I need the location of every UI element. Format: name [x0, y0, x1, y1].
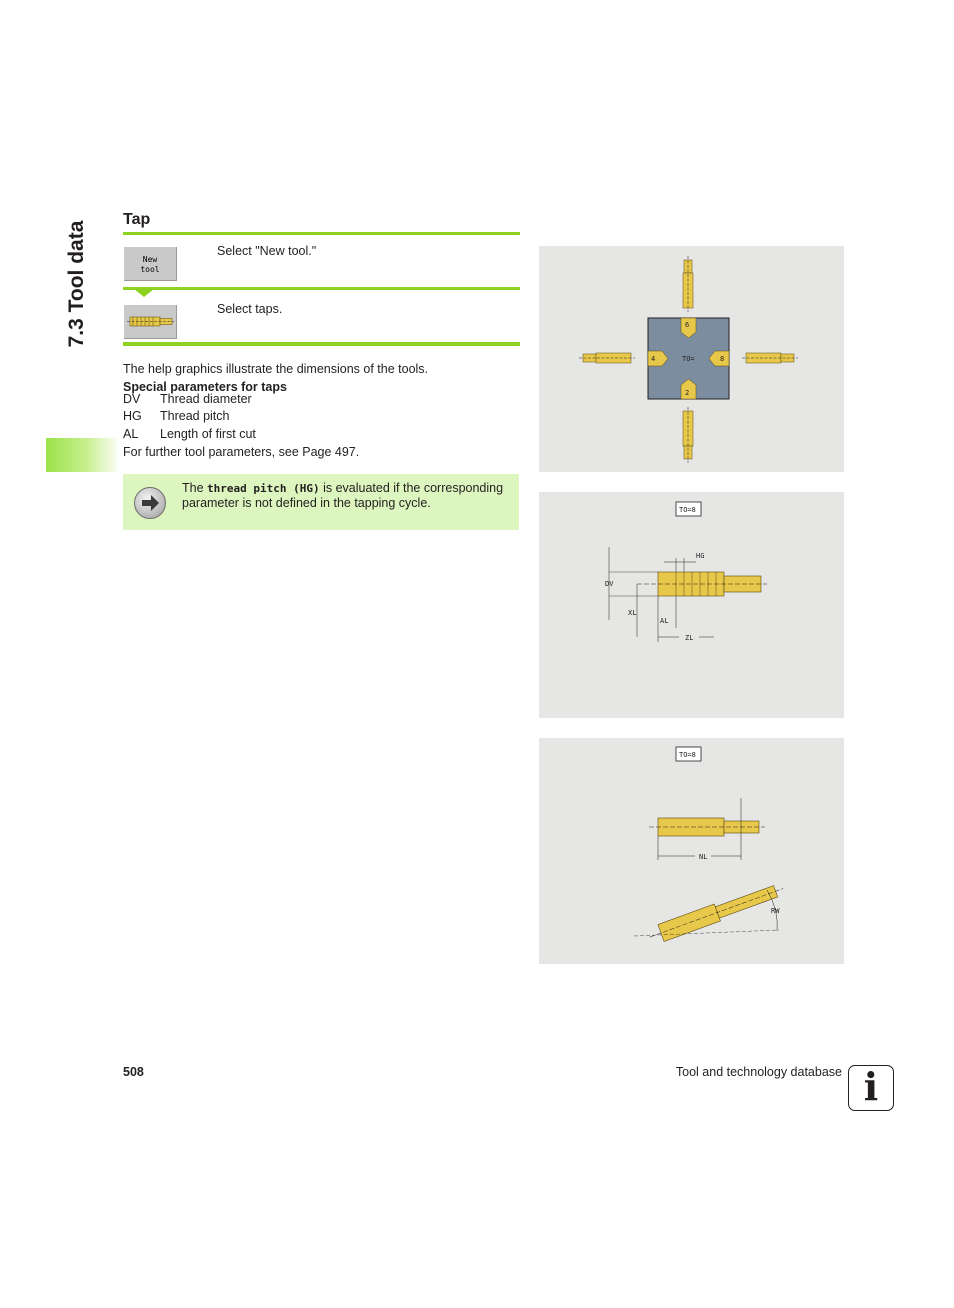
figure-tool-orientation — [539, 246, 844, 472]
orientation-center-label: TO= — [682, 355, 695, 363]
figure3-tag: TO=8 — [679, 751, 696, 759]
orientation-bottom-label: 2 — [685, 389, 690, 397]
section-title: Tap — [123, 211, 151, 228]
tap-length-angle-diagram — [539, 738, 844, 964]
note-prefix: The — [182, 481, 208, 495]
param-code: DV — [123, 392, 141, 406]
note-code: thread pitch (HG) — [207, 482, 320, 495]
param-code: HG — [123, 409, 142, 423]
figure-tap-dimensions — [539, 492, 844, 718]
dim-hg-label: HG — [696, 552, 705, 560]
param-desc: Thread pitch — [160, 409, 230, 423]
tap-top — [683, 256, 693, 312]
chapter-side-title — [60, 214, 94, 354]
chapter-footer-title: Tool and technology database — [675, 1065, 842, 1079]
new-tool-softkey-label — [124, 255, 176, 275]
note-text — [182, 481, 512, 510]
step-chevron-icon — [134, 289, 154, 297]
tap-tool-softkey[interactable] — [124, 305, 177, 339]
arrow-right-icon — [134, 487, 166, 519]
section-divider-top — [123, 232, 520, 235]
page-number: 508 — [123, 1065, 144, 1079]
param-row-dv — [123, 392, 252, 406]
softkey-label-text: New tool — [140, 255, 160, 274]
dim-dv-label: DV — [605, 580, 614, 588]
special-params-heading: Special parameters for taps — [123, 380, 287, 394]
section-divider-bottom — [123, 342, 520, 346]
dim-xl-label: XL — [628, 609, 637, 617]
param-code: AL — [123, 427, 139, 441]
tap-right — [742, 353, 798, 363]
orientation-right-label: 8 — [720, 355, 725, 363]
dim-zl-label: ZL — [685, 634, 694, 642]
tap-dimension-diagram — [539, 492, 844, 718]
param-desc: Thread diameter — [160, 392, 252, 406]
info-icon: i — [848, 1065, 894, 1111]
note-box — [123, 474, 519, 530]
further-params-text: For further tool parameters, see Page 497. — [123, 445, 360, 459]
step-divider — [123, 287, 520, 290]
note-suffix: is evaluated if the corresponding parameter is not defined in the tapping cycle. — [182, 481, 504, 510]
figure-tap-length-angle — [539, 738, 844, 964]
orientation-left-label: 4 — [651, 355, 656, 363]
chapter-tab-marker — [46, 438, 120, 472]
dim-rw-label: RW — [771, 907, 780, 915]
tap-bottom — [683, 407, 693, 463]
tap-left — [579, 353, 635, 363]
angled-tap — [647, 880, 787, 945]
intro-text: The help graphics illustrate the dimensions of the tools. — [123, 362, 429, 376]
step-2-text: Select taps. — [217, 302, 283, 316]
orientation-top-label: 6 — [685, 321, 690, 329]
tap-tool-icon — [124, 305, 176, 338]
dim-nl-label: NL — [699, 853, 708, 861]
param-desc: Length of first cut — [160, 427, 256, 441]
step-1-text: Select "New tool." — [217, 244, 317, 258]
new-tool-softkey[interactable] — [124, 247, 177, 281]
param-row-al — [123, 427, 256, 441]
param-row-hg — [123, 409, 229, 423]
dim-al-label: AL — [660, 617, 669, 625]
chapter-side-title-text: 7.3 Tool data — [65, 220, 88, 348]
orientation-diagram — [539, 246, 844, 472]
figure2-tag: TO=8 — [679, 506, 696, 514]
